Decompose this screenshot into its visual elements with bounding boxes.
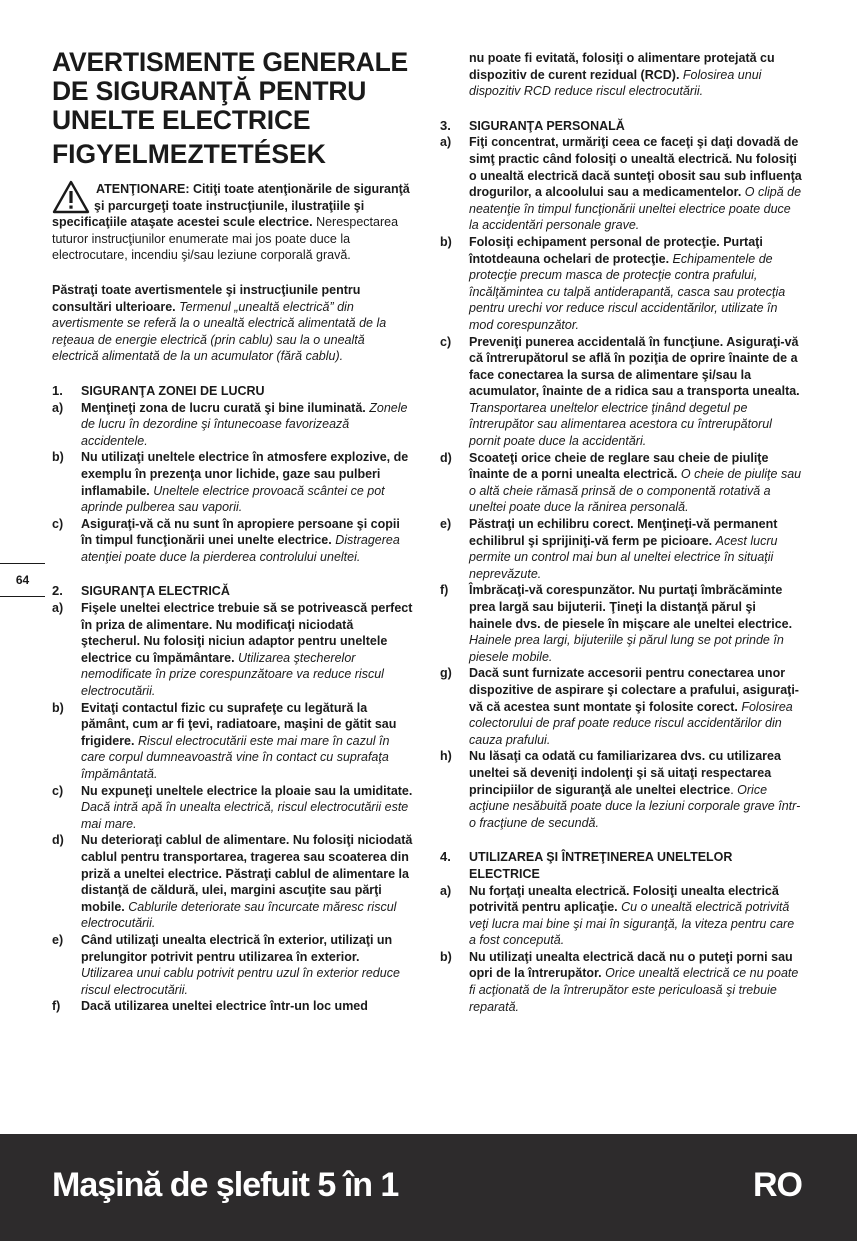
item-italic: Echipamentele de protecţie precum masca de protecţie contra prafului, încălţămintea cu talpă antiderapantă, casca sau protecţia pentru urechi vor reduce riscul accidentărilor, utilizate în mod corespunzător. xyxy=(469,251,786,332)
footer-language: RO xyxy=(753,1166,802,1204)
list-item xyxy=(52,832,414,932)
item-bold: Menţineţi zona de lucru curată şi bine iluminată. xyxy=(81,400,366,415)
section-title: SIGURANŢA PERSONALĂ xyxy=(469,118,625,133)
item-bold: Nu forţaţi unealta electrică. Folosiţi unealta electrică potrivită pentru aplicaţie. xyxy=(469,883,779,915)
list-item xyxy=(52,400,414,450)
item-letter: f) xyxy=(52,999,61,1014)
item-bold: Evitaţi contactul fizic cu suprafeţe cu legătură la pământ, cum ar fi ţevi, radiatoare, maşini de gătit sau frigidere. xyxy=(81,700,397,748)
item-letter: d) xyxy=(52,833,64,848)
list-item xyxy=(440,748,802,831)
section-title: UTILIZAREA ŞI ÎNTREŢINEREA UNELTELOR ELECTRICE xyxy=(469,850,733,881)
list-item xyxy=(440,334,802,450)
list-item xyxy=(52,600,414,700)
section-number: 3. xyxy=(440,117,451,133)
warning-block xyxy=(52,181,414,264)
footer-title: Maşină de şlefuit 5 în 1 xyxy=(52,1166,399,1204)
item-letter: b) xyxy=(52,700,64,715)
item-bold: Nu utilizaţi unealta electrică dacă nu o puteţi porni sau opri de la întrerupător. xyxy=(469,949,793,981)
item-bold: Fiţi concentrat, urmăriţi ceea ce faceţi şi daţi dovadă de simţ practic când folosiţi o unealtă electrică. Nu folosiţi o unealtă electrică dacă sunteţi obosit sau sub influenţa drogurilor, a alcoolului sau a medicamentelor. xyxy=(469,135,802,200)
section-4-heading xyxy=(440,849,802,882)
item-letter: h) xyxy=(440,749,452,764)
item-italic: Orice unealtă electrică ce nu poate fi acţionată de la întrerupător este periculoasă şi trebuie reparată. xyxy=(469,966,799,1014)
item-bold: Preveniţi punerea accidentală în funcţiune. Asiguraţi-vă că întrerupătorul se află în poziţia de oprire înainte de a face conectarea la sursa de alimentare şi/sau la acumulator, înainte de a ridica sau a transporta unealta. xyxy=(469,334,800,399)
left-column xyxy=(52,44,414,1015)
item-italic: Utilizarea ştecherelor nemodificate în prize corespunzătoare va reduce riscul electrocutării. xyxy=(81,650,384,699)
item-bold: Asiguraţi-vă că nu sunt în apropiere persoane şi copii în timpul funcţionării unei unelte electrice. xyxy=(81,516,400,548)
item-letter: c) xyxy=(52,783,64,798)
item-italic: Orice acţiune nesăbuită poate duce la leziuni corporale grave într-o fracţiune de secundă. xyxy=(469,782,801,830)
item-italic: Transportarea uneltelor electrice ţinând degetul pe întrerupător sau alimentarea acestora cu întrerupătorul pornit poate duce la accidentări. xyxy=(469,400,772,449)
list-item xyxy=(52,998,414,1015)
warning-bold-text: Citiţi toate atenţionările de siguranţă şi parcurgeţi toate instrucţiunile, ilustraţiile şi specificaţiile ataşate acestei scule electrice. xyxy=(52,182,410,230)
item-bold: Păstraţi un echilibru corect. Menţineţi-vă permanent echilibrul şi sprijiniţi-vă ferm pe picioare. xyxy=(469,517,778,548)
list-item xyxy=(440,949,802,1015)
section-title: SIGURANŢA ZONEI DE LUCRU xyxy=(81,383,265,398)
item-letter: e) xyxy=(52,932,64,947)
item-letter: c) xyxy=(440,334,452,349)
keep-italic: Termenul „unealtă electrică” din avertismente se referă la o unealtă electrică alimentată de la reţeaua de energie electrică (prin cablu) sau la o unealtă electrică alimentată de la un acumulator (fără cablu). xyxy=(52,299,387,364)
list-item xyxy=(52,932,414,998)
item-italic: Distragerea atenţiei poate duce la pierderea controlului uneltei. xyxy=(81,533,400,564)
keep-instructions xyxy=(52,282,414,365)
item-bold: Nu deterioraţi cablul de alimentare. Nu folosiţi niciodată cablul pentru transportarea, tragerea sau scoaterea din priză a uneltei electrice. Păstraţi cablul de alimentare la distanţă de căldură, ulei, margini ascuţite sau părţi mobile. xyxy=(81,833,413,914)
item-bold: Când utilizaţi unealta electrică în exterior, utilizaţi un prelungitor potrivit pentru utilizarea în exterior. xyxy=(81,932,393,964)
section-1-heading xyxy=(52,383,414,400)
warning-label: ATENŢIONARE: xyxy=(96,182,190,196)
item-bold: Nu lăsaţi ca odată cu familiarizarea dvs. cu utilizarea uneltei să deveniţi indolenţi şi să uitaţi respectarea principiilor de siguranţă ale uneltei electrice xyxy=(469,749,781,797)
section-number: 2. xyxy=(52,583,63,599)
warning-icon xyxy=(52,180,90,214)
item-italic: Cu o unealtă electrică potrivită veţi lucra mai bine şi mai în siguranţă, la viteza pentru care a fost concepută. xyxy=(469,900,795,948)
item-bold: Fişele uneltei electrice trebuie să se potrivească perfect în priza de alimentare. Nu modificaţi niciodată ştecherul. Nu folosiţi niciun adaptor pentru uneltele electrice cu împământare. xyxy=(81,601,413,665)
item-letter: f) xyxy=(440,583,449,598)
item-italic: O clipă de neatenţie în timpul funcţionării uneltei electrice poate duce la accidentări personale grave. xyxy=(469,185,802,233)
item-normal: . xyxy=(730,782,734,797)
right-column xyxy=(440,50,802,1015)
item-italic: Cablurile deteriorate sau încurcate măresc riscul electrocutării. xyxy=(81,899,397,931)
item-italic: Zonele de lucru în dezordine şi întunecoase favorizează accidentele. xyxy=(81,400,408,448)
item-letter: b) xyxy=(440,949,452,964)
list-item xyxy=(440,134,802,234)
item-letter: d) xyxy=(440,450,452,465)
item-italic: Dacă intră apă în unealta electrică, riscul electrocutării este mai mare. xyxy=(81,800,409,831)
section-3-heading xyxy=(440,118,802,135)
item-bold: Nu expuneţi uneltele electrice la ploaie sau la umiditate. xyxy=(81,783,413,798)
item-italic: O cheie de piuliţe sau o altă cheie rămasă prinsă de o componentă rotativă a uneltei poate duce la rănirea personală. xyxy=(469,467,802,515)
warning-normal-text: Nerespectarea tuturor instrucţiunilor enumerate mai jos poate duce la electrocutare, incendiu şi/sau leziune corporală gravă. xyxy=(52,215,399,263)
item-italic: Hainele prea largi, bijuteriile şi părul lung se pot prinde în piesele mobile. xyxy=(469,633,784,664)
list-item-continued xyxy=(440,50,802,100)
section-title: SIGURANŢA ELECTRICĂ xyxy=(81,584,230,599)
list-item xyxy=(440,450,802,516)
section-2-heading xyxy=(52,583,414,600)
keep-bold: Păstraţi toate avertismentele şi instrucţiunile pentru consultări ulterioare. xyxy=(52,282,361,314)
list-item xyxy=(440,883,802,949)
item-italic: Acest lucru permite un control mai bun al uneltei electrice în situaţii neprevăzute. xyxy=(469,533,778,581)
item-italic: Uneltele electrice provoacă scântei ce pot aprinde pulberea sau vaporii. xyxy=(81,483,385,515)
list-item xyxy=(52,449,414,515)
item-letter: a) xyxy=(440,135,452,150)
item-letter: b) xyxy=(52,450,64,465)
list-item xyxy=(440,516,802,582)
item-bold-split-end: nu poate fi evitată, folosiţi o alimentare protejată cu dispozitiv de curent rezidual (RCD). xyxy=(469,51,775,82)
list-item xyxy=(52,783,414,833)
item-letter: e) xyxy=(440,517,452,532)
item-letter: g) xyxy=(440,666,452,681)
section-number: 1. xyxy=(52,382,63,398)
item-bold: Dacă sunt furnizate accesorii pentru conectarea unor dispozitive de aspirare şi colectare a prafului, asiguraţi-vă că acestea sunt montate şi folosite corect. xyxy=(469,666,799,714)
item-bold: Nu utilizaţi uneltele electrice în atmosfere explozive, de exemplu în prezenţa unor lichide, gaze sau pulberi inflamabile. xyxy=(81,450,409,498)
item-bold: Scoateţi orice cheie de reglare sau cheie de piuliţe înainte de a porni unealta electrică. xyxy=(469,450,769,482)
item-letter: b) xyxy=(440,234,452,249)
item-letter: a) xyxy=(440,883,452,898)
list-item xyxy=(52,516,414,566)
page-title-hu: FIGYELMEZTETÉSEK xyxy=(52,139,326,169)
item-letter: c) xyxy=(52,516,64,531)
item-bold-split-start: Dacă utilizarea uneltei electrice într-un loc umed xyxy=(81,999,368,1014)
item-bold: Îmbrăcaţi-vă corespunzător. Nu purtaţi îmbrăcăminte prea largă sau bijuterii. Ţineţi la distanţă părul şi hainele dvs. de piesele în mişcare ale uneltei electrice. xyxy=(469,583,793,631)
list-item xyxy=(52,700,414,783)
list-item xyxy=(440,234,802,334)
item-letter: a) xyxy=(52,400,64,415)
list-item xyxy=(440,665,802,748)
item-italic: Folosirea unui dispozitiv RCD reduce riscul electrocutării. xyxy=(469,67,762,99)
page-number: 64 xyxy=(0,563,45,597)
item-italic: Folosirea colectorului de praf poate reduce riscul accidentărilor din cauza prafului. xyxy=(469,699,793,747)
item-letter: a) xyxy=(52,601,64,616)
list-item xyxy=(440,582,802,665)
page-title: AVERTISMENTE GENERALE DE SIGURANŢĂ PENTRU UNELTE ELECTRICE xyxy=(52,47,409,135)
item-italic: Riscul electrocutării este mai mare în cazul în care corpul dumneavoastră vine în contact cu suprafaţa împământată. xyxy=(81,733,390,781)
item-bold: Folosiţi echipament personal de protecţie. Purtaţi întotdeauna ochelari de protecţie. xyxy=(469,234,763,266)
section-number: 4. xyxy=(440,849,451,865)
item-italic: Utilizarea unui cablu potrivit pentru uzul în exterior reduce riscul electrocutării. xyxy=(81,966,400,997)
